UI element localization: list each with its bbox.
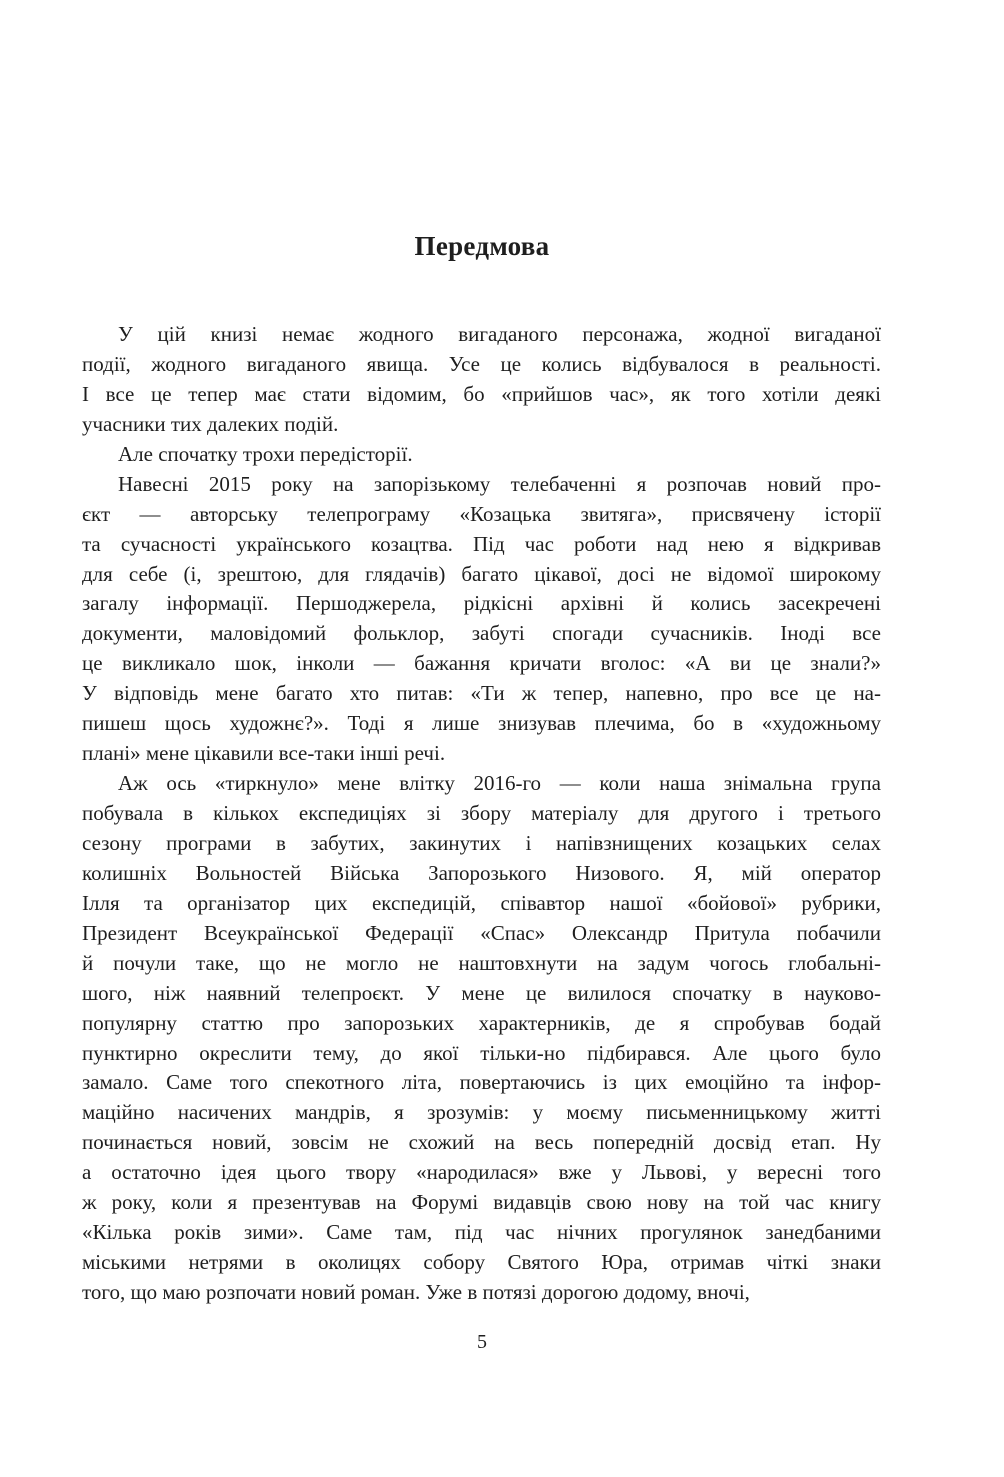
text-line: маційно насичених мандрів, я зрозумів: у моєму письменницькому житті xyxy=(82,1100,881,1125)
text-line: єкт — авторську телепрограму «Козацька звитяга», присвячену історії xyxy=(82,501,881,526)
page-number: 5 xyxy=(477,1331,487,1353)
text-line: Аж ось «тиркнуло» мене влітку 2016-го — коли наша знімальна група xyxy=(118,771,881,796)
text-line: плані» мене цікавили все-таки інші речі. xyxy=(82,741,446,766)
text-line: сезону програми в забутих, закинутих і напівзнищених козацьких селах xyxy=(82,830,881,855)
text-line: та сучасності українського козацтва. Під час роботи над нею я відкривав xyxy=(82,531,881,556)
text-line: пунктирно окреслити тему, до якої тільки-но підбирався. Але цього було xyxy=(82,1040,881,1065)
text-line: У цій книзі немає жодного вигаданого персонажа, жодної вигаданої xyxy=(118,322,881,346)
text-line: популярну статтю про запорозьких характерників, де я спробував бодай xyxy=(82,1010,881,1035)
text-line: ж року, коли я презентував на Форумі видавців свою нову на той час книгу xyxy=(82,1190,881,1215)
text-line: замало. Саме того спекотного літа, повертаючись із цих емоційно та інфор- xyxy=(82,1070,881,1095)
body-text xyxy=(82,320,881,1308)
text-line: Навесні 2015 року на запорізькому телебаченні я розпочав новий про- xyxy=(118,471,881,496)
text-line: Президент Всеукраїнської Федерації «Спас» Олександр Притула побачили xyxy=(82,920,881,945)
text-line: учасники тих далеких подій. xyxy=(82,411,339,436)
text-line: міськими нетрями в околицях собору Святого Юра, отримав чіткі знаки xyxy=(82,1250,881,1275)
text-line: побувала в кількох експедиціях зі збору матеріалу для другого і третього xyxy=(82,801,881,825)
text-line: пишеш щось художнє?». Тоді я лише знизував плечима, бо в «художньому xyxy=(82,711,881,736)
text-line: І все це тепер має стати відомим, бо «прийшов час», як того хотіли деякі xyxy=(82,381,881,406)
text-line: а остаточно ідея цього твору «народилася» вже у Львові, у вересні того xyxy=(82,1160,881,1185)
text-line: це викликало шок, інколи — бажання кричати вголос: «А ви це знали?» xyxy=(82,651,881,676)
text-line: починається новий, зовсім не схожий на весь попередній досвід етап. Ну xyxy=(82,1130,881,1155)
text-line: того, що маю розпочати новий роман. Уже в потязі дорогою додому, вночі, xyxy=(82,1280,750,1304)
text-line: документи, маловідомий фольклор, забуті спогади сучасників. Іноді все xyxy=(82,621,881,646)
text-line: Але спочатку трохи передісторії. xyxy=(118,441,413,466)
chapter-title: Передмова xyxy=(414,231,550,261)
text-line: У відповідь мене багато хто питав: «Ти ж тепер, напевно, про все це на- xyxy=(82,681,881,706)
text-line: колишніх Вольностей Війська Запорозького Низового. Я, мій оператор xyxy=(82,860,881,885)
text-line: Ілля та організатор цих експедицій, співавтор нашої «бойової» рубрики, xyxy=(82,890,881,915)
text-line: й почули таке, що не могло не наштовхнути на задум чогось глобальні- xyxy=(82,950,881,975)
text-line: події, жодного вигаданого явища. Усе це колись відбувалося в реальності. xyxy=(82,351,881,376)
text-line: шого, ніж наявний телепроєкт. У мене це вилилося спочатку в науково- xyxy=(82,980,881,1005)
text-line: «Кілька років зими». Саме там, під час нічних прогулянок занедбаними xyxy=(82,1220,881,1245)
text-line: загалу інформації. Першоджерела, рідкісні архівні й колись засекречені xyxy=(82,591,881,616)
text-line: для себе (і, зрештою, для глядачів) багато цікавої, досі не відомої широкому xyxy=(82,561,881,586)
